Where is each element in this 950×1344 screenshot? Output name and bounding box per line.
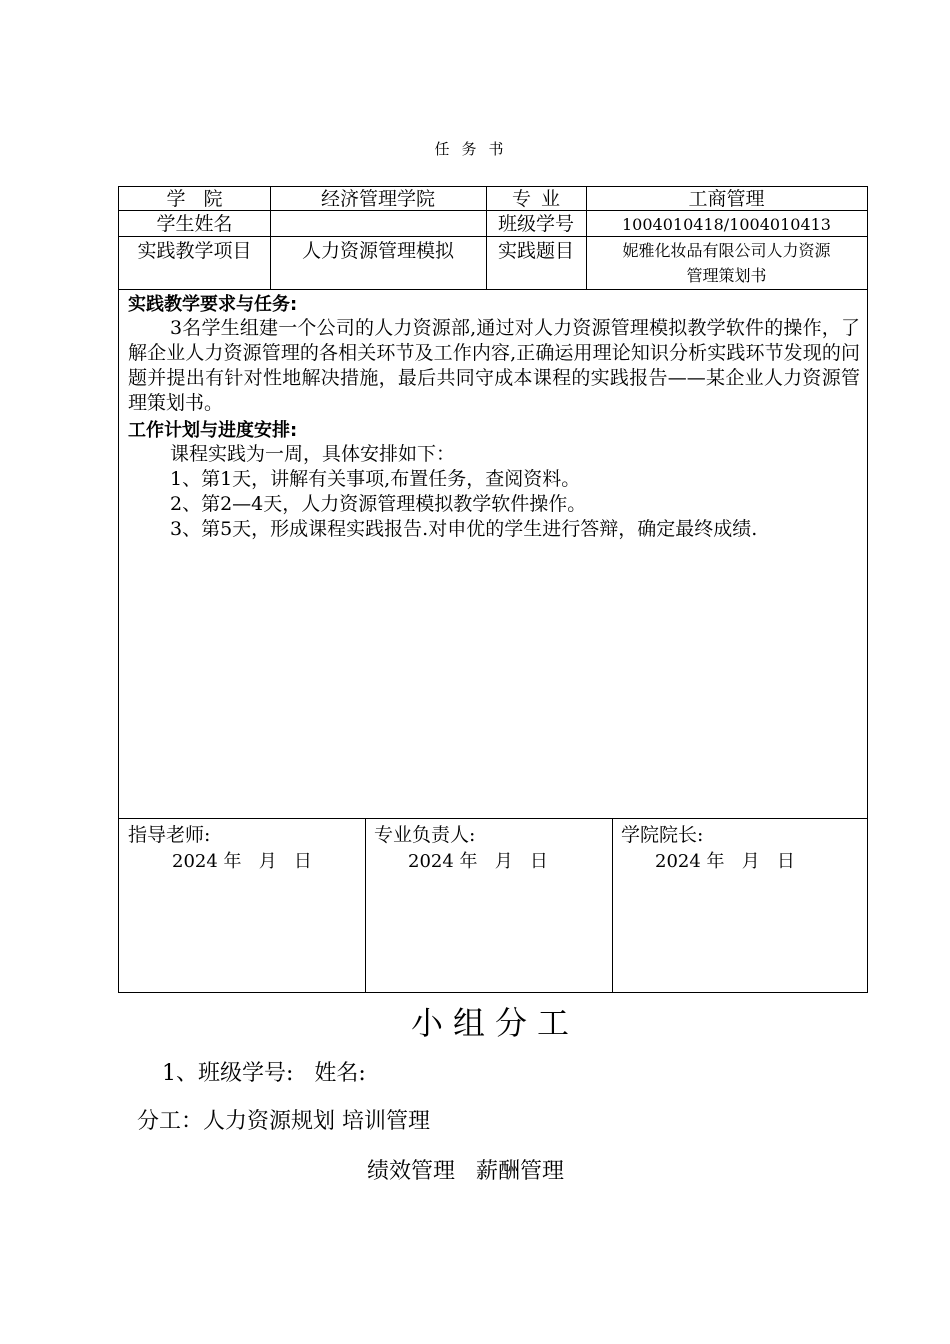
group-line-duties: 分工：人力资源规划 培训管理 (137, 1109, 430, 1134)
major-head-date: 2024 年 月 日 (408, 851, 548, 872)
topic-value-line1: 妮雅化妆品有限公司人力资源 (622, 241, 831, 260)
project-value: 人力资源管理模拟 (301, 240, 454, 262)
class-id-label: 班级学号 (497, 213, 574, 235)
student-name-label: 学生姓名 (156, 213, 233, 235)
dean-signature (621, 820, 861, 873)
dean-label: 学院院长: (621, 824, 704, 846)
college-label: 学院 (166, 188, 241, 210)
requirements-heading: 实践教学要求与任务: (128, 294, 298, 315)
task-table (118, 186, 868, 993)
college-value: 经济管理学院 (320, 188, 435, 210)
project-label: 实践教学项目 (137, 240, 252, 262)
plan-item: 2、第2—4天，人力资源管理模拟教学软件操作。 (170, 493, 587, 515)
topic-value-line2: 管理策划书 (686, 266, 767, 285)
plan-intro: 课程实践为一周，具体安排如下： (170, 443, 456, 465)
col-divider (612, 818, 613, 993)
advisor-label: 指导老师: (128, 824, 211, 846)
dean-date: 2024 年 月 日 (655, 851, 795, 872)
requirements-section (128, 290, 860, 542)
topic-label: 实践题目 (497, 240, 574, 262)
document-title: 任务书 (434, 140, 516, 158)
major-label: 专业 (511, 188, 570, 210)
group-line-duties-cont: 绩效管理 薪酬管理 (367, 1159, 564, 1184)
major-value: 工商管理 (688, 188, 765, 210)
advisor-signature (128, 820, 358, 873)
class-id-value: 1004010418/1004010413 (622, 215, 831, 234)
group-division-heading: 小组分工 (410, 1004, 579, 1042)
advisor-date: 2024 年 月 日 (172, 851, 312, 872)
requirements-body: 3名学生组建一个公司的人力资源部,通过对人力资源管理模拟教学软件的操作，了解企业人力资源管理的各相关环节及工作内容,正确运用理论知识分析实践环节发现的问题并提出有针对性地解决措施，最后共同守成本课程的实践报告——某企业人力资源管理策划书。 (128, 317, 860, 414)
group-line-class-name: 1、班级学号: 姓名: (162, 1061, 366, 1086)
col-divider (365, 818, 366, 993)
major-head-signature (374, 820, 604, 873)
major-head-label: 专业负责人: (374, 824, 476, 846)
plan-item: 1、第1天，讲解有关事项,布置任务，查阅资料。 (170, 468, 581, 490)
plan-heading: 工作计划与进度安排: (128, 420, 298, 441)
row-divider (119, 818, 867, 819)
plan-item: 3、第5天，形成课程实践报告.对申优的学生进行答辩，确定最终成绩. (170, 518, 758, 540)
